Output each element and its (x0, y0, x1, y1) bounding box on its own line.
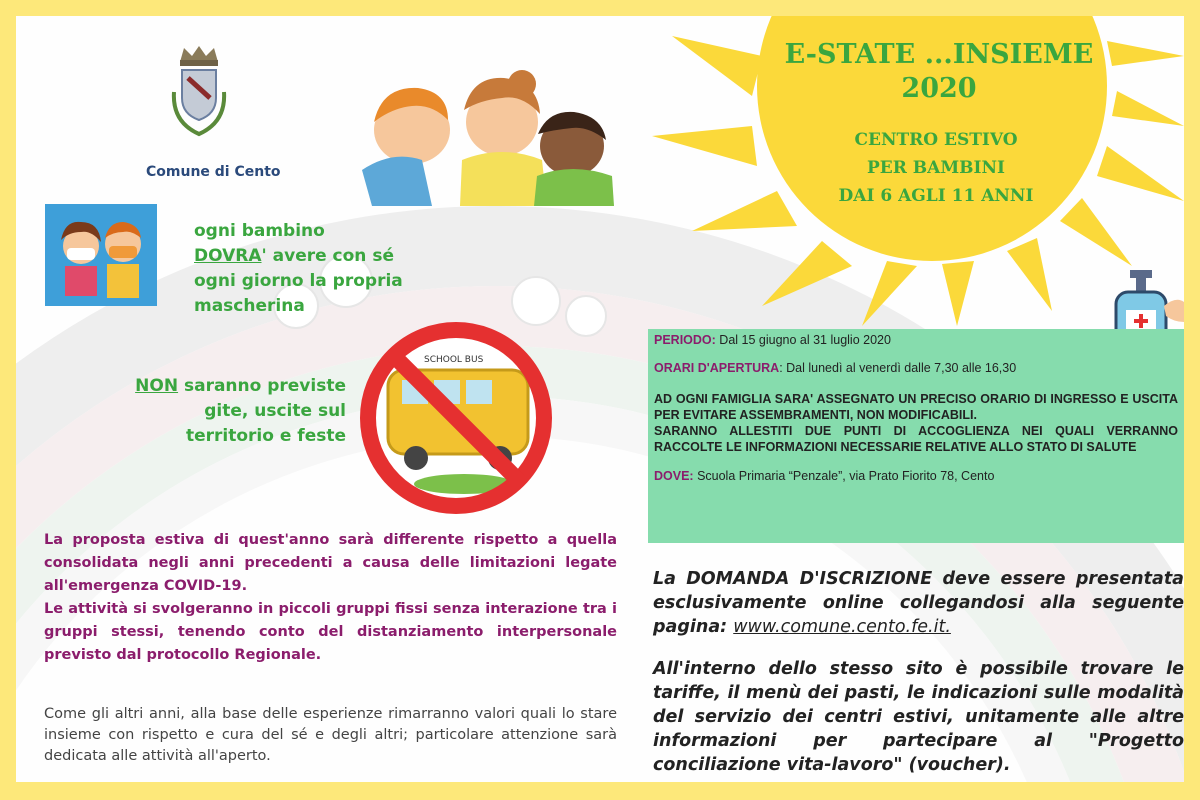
registration-intro-text: La DOMANDA D'ISCRIZIONE deve essere presentata esclusivamente online collegandosi alla seguente pagina: (653, 569, 1184, 637)
orari-label: ORARI D'APERTURA (654, 361, 780, 375)
registration-intro (653, 567, 1184, 639)
info-box (648, 329, 1184, 543)
caps-notice-1: AD OGNI FAMIGLIA SARA' ASSEGNATO UN PRECISO ORARIO DI INGRESSO E USCITA PER EVITARE ASSEMBRAMENTI, NON MODIFICABILI. (654, 392, 1178, 422)
gray-paragraph (44, 704, 617, 767)
mask-notice-post: ' avere con sé ogni giorno la propria mascherina (194, 246, 403, 316)
purple-paragraph (44, 529, 617, 667)
orari-value: : Dal lunedì al venerdì dalle 7,30 alle 16,30 (779, 361, 1017, 375)
flyer-subtitle-line3: DAI 6 AGLI 11 ANNI (838, 186, 1034, 206)
flyer-subtitle-line2: PER BAMBINI (867, 158, 1005, 178)
dove-row (654, 469, 1178, 483)
mask-notice-emph: DOVRA (194, 246, 262, 266)
coat-of-arms-icon (166, 42, 232, 142)
registration-details: All'interno dello stesso sito è possibile trovare le tariffe, il menù dei pasti, le indicazioni sulle modalità del servizio dei centri estivi, unitamente alle altre informazioni per partecipare al "Progetto conciliazione vita-lavoro" (voucher). (653, 659, 1184, 775)
periodo-value: Dal 15 giugno al 31 luglio 2020 (715, 333, 891, 347)
no-school-bus-icon (354, 316, 558, 520)
purple-paragraph-1: La proposta estiva di quest'anno sarà differente rispetto a quella consolidata negli anni precedenti a causa delle limitazioni legate all'emergenza COVID-19. (44, 532, 617, 594)
bus-sign-text: SCHOOL BUS (424, 355, 484, 365)
caps-notice (654, 391, 1178, 455)
caps-notice-2: SARANNO ALLESTITI DUE PUNTI DI ACCOGLIENZA NEI QUALI VERRANNO RACCOLTE LE INFORMAZIONI NECESSARIE RELATIVE ALLO STATO DI SALUTE (654, 424, 1178, 454)
periodo-label: PERIODO: (654, 333, 716, 347)
flyer-subtitle-line1: CENTRO ESTIVO (854, 130, 1018, 150)
flyer-title (734, 38, 1144, 106)
gray-paragraph-1: Come gli altri anni, alla base delle esperienze rimarranno valori quali lo stare insieme con rispetto e cura del sé e degli altri; particolare attenzione sarà dedicata alle attività all'aperto. (44, 706, 617, 764)
mask-children-icon (45, 204, 157, 306)
flyer-title-line1: E-STATE ...INSIEME (784, 39, 1094, 70)
orari-row (654, 361, 1178, 375)
purple-paragraph-2: Le attività si svolgeranno in piccoli gruppi fissi senza interazione tra i gruppi stessi, tenendo conto del distanziamento interpersonale previsto dal protocollo Regionale. (44, 601, 617, 663)
dove-value: Scuola Primaria “Penzale”, via Prato Fiorito 78, Cento (693, 469, 995, 483)
gite-notice-emph: NON (135, 376, 179, 396)
mask-notice (194, 219, 414, 319)
dove-label: DOVE: (654, 469, 694, 483)
comune-label: Comune di Cento (146, 164, 281, 180)
mask-notice-pre: ogni bambino (194, 221, 325, 241)
flyer-frame (16, 16, 1184, 782)
children-illustration (352, 60, 622, 206)
registration-link[interactable]: www.comune.cento.fe.it. (733, 617, 951, 637)
gite-notice (116, 374, 346, 449)
periodo-row (654, 333, 1178, 347)
gite-notice-post: saranno previste gite, uscite sul territorio e feste (178, 376, 346, 446)
flyer-subtitle (776, 126, 1096, 210)
flyer-title-line2: 2020 (901, 73, 977, 104)
registration-text (653, 567, 1184, 777)
